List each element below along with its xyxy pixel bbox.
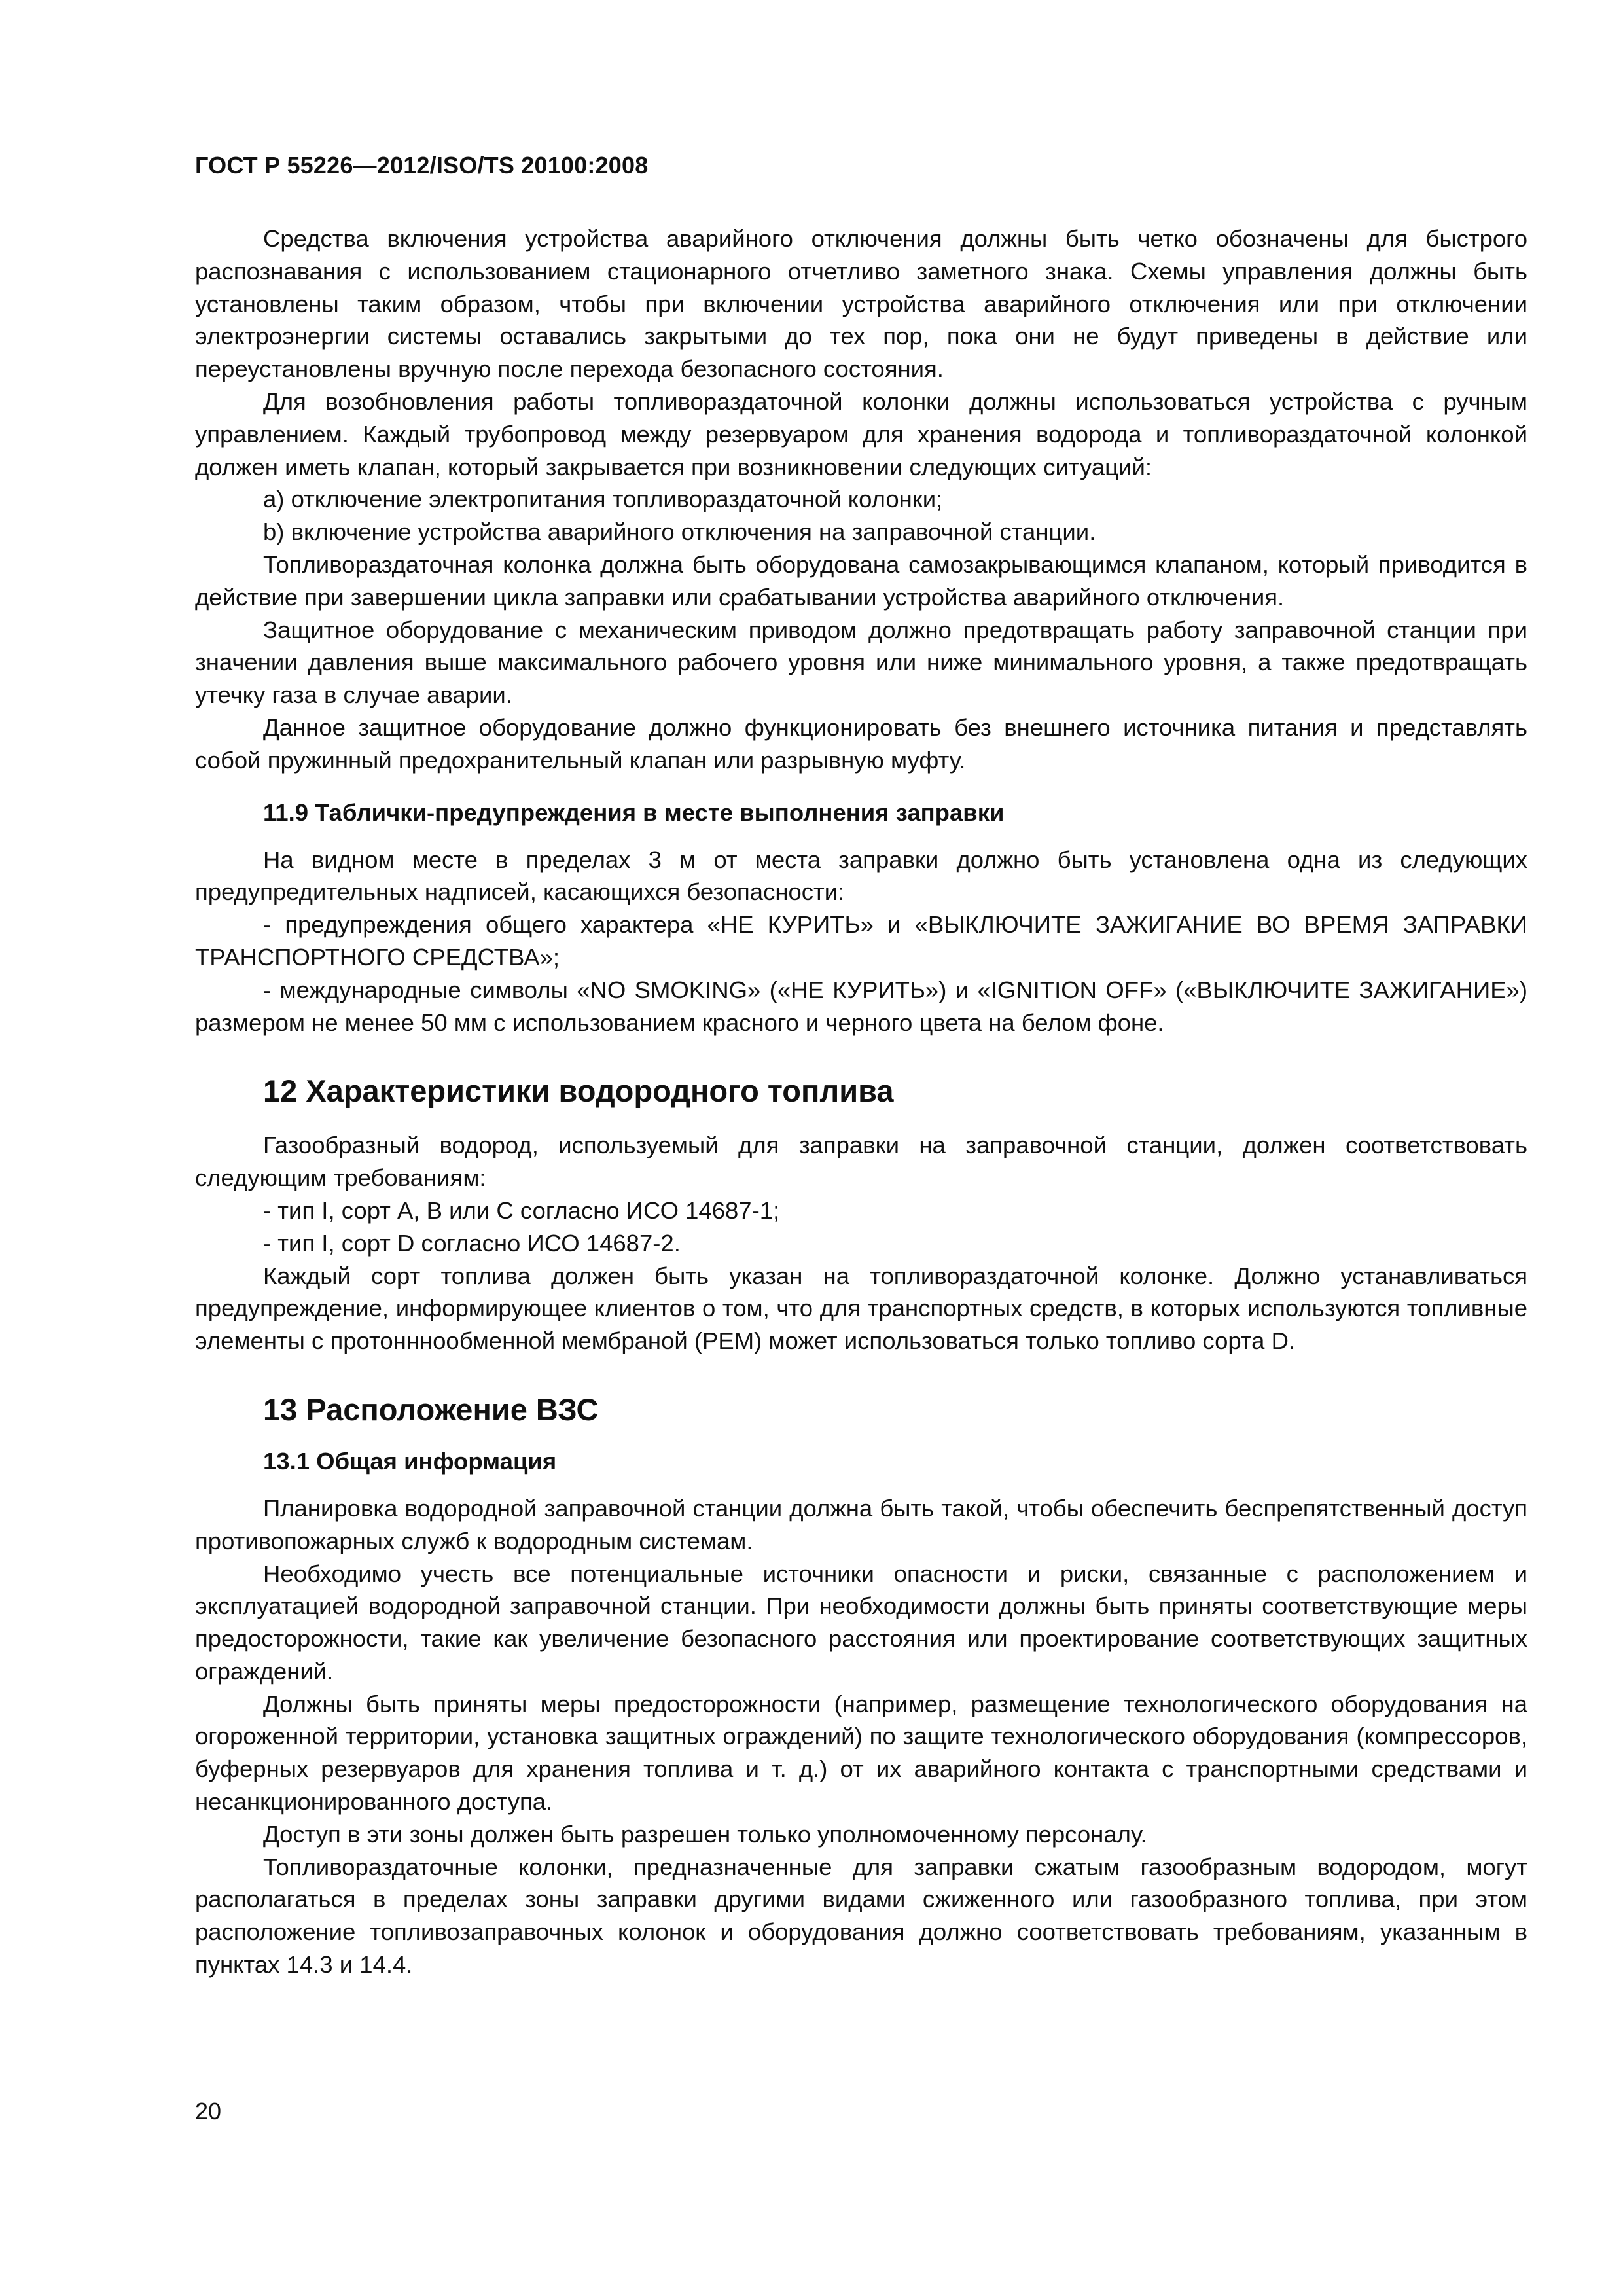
paragraph: Должны быть приняты меры предосторожности (например, размещение технологического оборудования на огороженной территории, установка защитных ограждений) по защите технологического оборудования (компрессоров, буферных резервуаров для хранения топлива и т. д.) от их аварийного контакта с транспортными средствами и несанкционированного доступа.: [195, 1690, 1527, 1816]
section-heading-13: 13 Расположение ВЗС: [263, 1391, 599, 1427]
paragraph: Для возобновления работы топливораздаточной колонки должны использоваться устройства с ручным управлением. Каждый трубопровод между резервуаром для хранения водорода и топливораздаточной колонкой должен иметь клапан, который закрывается при возникновении следующих ситуаций:: [195, 387, 1527, 480]
paragraph: Газообразный водород, используемый для заправки на заправочной станции, должен соответствовать следующим требованиям:: [195, 1132, 1527, 1192]
paragraph: На видном месте в пределах 3 м от места заправки должно быть установлена одна из следующих предупредительных надписей, касающихся безопасности:: [195, 846, 1527, 906]
paragraph: Топливораздаточные колонки, предназначенные для заправки сжатым газообразным водородом, могут располагаться в пределах зоны заправки другими видами сжиженного или газообразного топлива, при этом расположение топливозаправочных колонок и оборудования должно соответствовать требованиям, указанным в пунктах 14.3 и 14.4.: [195, 1853, 1527, 1979]
document-page: [195, 0, 1527, 2296]
paragraph: Защитное оборудование с механическим приводом должно предотвращать работу заправочной станции при значении давления выше максимального рабочего уровня или ниже минимального уровня, а также предотвращать утечку газа в случае аварии.: [195, 616, 1527, 709]
paragraph: Каждый сорт топлива должен быть указан на топливораздаточной колонке. Должно устанавливаться предупреждение, информирующее клиентов о том, что для транспортных средств, в которых используются топливные элементы с протонннообменной мембраной (PEM) может использоваться только топливо сорта D.: [195, 1262, 1527, 1355]
list-item: a) отключение электропитания топливораздаточной колонки;: [263, 486, 943, 513]
section-heading-12: 12 Характеристики водородного топлива: [263, 1073, 894, 1109]
list-item: - международные символы «NO SMOKING» («НЕ КУРИТЬ») и «IGNITION OFF» («ВЫКЛЮЧИТЕ ЗАЖИГАНИЕ») размером не менее 50 мм с использованием красного и черного цвета на белом фоне.: [195, 976, 1527, 1036]
paragraph: Данное защитное оборудование должно функционировать без внешнего источника питания и представлять собой пружинный предохранительный клапан или разрывную муфту.: [195, 713, 1527, 774]
document-body: [195, 223, 1527, 1981]
list-item: b) включение устройства аварийного отключения на заправочной станции.: [263, 518, 1096, 546]
list-item: - тип I, сорт A, B или C согласно ИСО 14687-1;: [263, 1196, 780, 1224]
paragraph: Доступ в эти зоны должен быть разрешен только уполномоченному персоналу.: [263, 1820, 1147, 1848]
paragraph: Топливораздаточная колонка должна быть оборудована самозакрывающимся клапаном, который приводится в действие при завершении цикла заправки или срабатывании устройства аварийного отключения.: [195, 550, 1527, 611]
document-header: ГОСТ Р 55226—2012/ISO/TS 20100:2008: [195, 152, 649, 179]
list-item: - тип I, сорт D согласно ИСО 14687-2.: [263, 1229, 681, 1257]
paragraph: Средства включения устройства аварийного отключения должны быть четко обозначены для быстрого распознавания с использованием стационарного отчетливо заметного знака. Схемы управления должны быть установлены таким образом, чтобы при включении устройства аварийного отключения или при отключении электроэнергии системы оставались закрытыми до тех пор, пока они не будут приведены в действие или переустановлены вручную после перехода безопасного состояния.: [195, 225, 1527, 383]
subsection-heading-13-1: 13.1 Общая информация: [263, 1447, 557, 1475]
paragraph: Планировка водородной заправочной станции должна быть такой, чтобы обеспечить беспрепятственный доступ противопожарных служб к водородным системам.: [195, 1494, 1527, 1554]
page-number: 20: [195, 2098, 222, 2125]
subsection-heading-11-9: 11.9 Таблички-предупреждения в месте выполнения заправки: [263, 798, 1005, 826]
paragraph: Необходимо учесть все потенциальные источники опасности и риски, связанные с расположением и эксплуатацией водородной заправочной станции. При необходимости должны быть приняты соответствующие меры предосторожности, такие как увеличение безопасного расстояния или проектирование соответствующих защитных ограждений.: [195, 1560, 1527, 1685]
list-item: - предупреждения общего характера «НЕ КУРИТЬ» и «ВЫКЛЮЧИТЕ ЗАЖИГАНИЕ ВО ВРЕМЯ ЗАПРАВКИ ТРАНСПОРТНОГО СРЕДСТВА»;: [195, 911, 1527, 971]
